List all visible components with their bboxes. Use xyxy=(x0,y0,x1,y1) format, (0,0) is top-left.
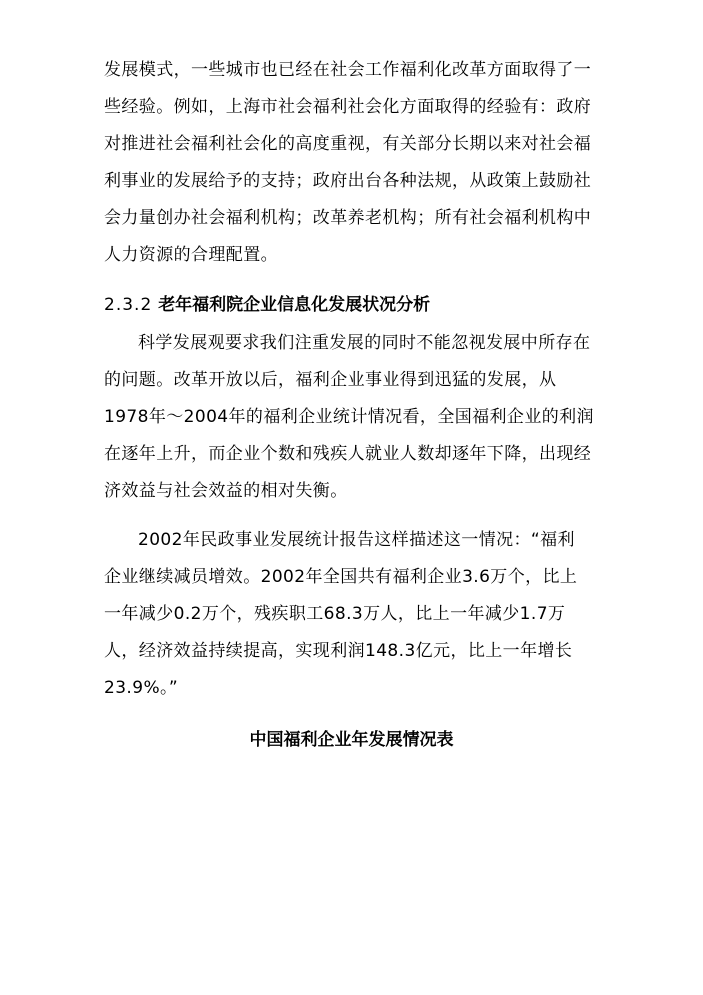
text-line: 在逐年上升，而企业个数和残疾人就业人数却逐年下降，出现经 xyxy=(104,444,592,464)
text-line: 23.9%。” xyxy=(104,678,179,698)
paragraph-statistics-report xyxy=(104,522,604,707)
section-heading xyxy=(104,287,430,324)
section-number: 2.3.2 xyxy=(104,295,153,315)
text-line: 人，经济效益持续提高，实现利润148.3亿元，比上一年增长 xyxy=(104,641,573,661)
paragraph-development-view xyxy=(104,325,604,510)
intro-paragraph xyxy=(104,52,604,274)
text-line: 发展模式，一些城市也已经在社会工作福利化改革方面取得了一 xyxy=(104,60,592,80)
text-line: 2002年民政事业发展统计报告这样描述这一情况：“福利 xyxy=(138,530,575,550)
section-title: 老年福利院企业信息化发展状况分析 xyxy=(158,295,431,315)
text-line: 对推进社会福利社会化的高度重视，有关部分长期以来对社会福 xyxy=(104,134,592,154)
text-line: 一年减少0.2万个，残疾职工68.3万人，比上一年减少1.7万 xyxy=(104,604,566,624)
text-line: 科学发展观要求我们注重发展的同时不能忽视发展中所存在 xyxy=(138,333,591,353)
text-line: 会力量创办社会福利机构；改革养老机构；所有社会福利机构中 xyxy=(104,208,592,228)
text-line: 济效益与社会效益的相对失衡。 xyxy=(104,481,348,501)
text-line: 人力资源的合理配置。 xyxy=(104,245,278,265)
text-line: 1978年～2004年的福利企业统计情况看，全国福利企业的利润 xyxy=(104,407,594,427)
table-caption: 中国福利企业年发展情况表 xyxy=(249,730,454,750)
text-line: 些经验。例如，上海市社会福利社会化方面取得的经验有：政府 xyxy=(104,97,592,117)
text-line: 企业继续减员增效。2002年全国共有福利企业3.6万个，比上 xyxy=(104,567,578,587)
text-line: 的问题。改革开放以后，福利企业事业得到迅猛的发展，从 xyxy=(104,370,557,390)
text-line: 利事业的发展给予的支持；政府出台各种法规，从政策上鼓励社 xyxy=(104,171,592,191)
